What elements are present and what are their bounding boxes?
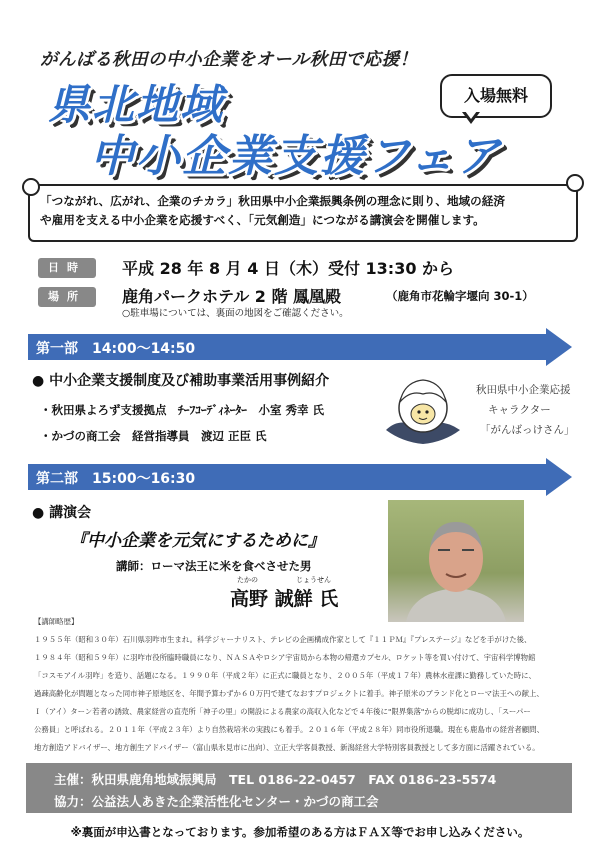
free-entry-label: 入場無料 [463, 86, 528, 105]
part1-arrow [546, 328, 572, 366]
place-label: 場所 [38, 287, 96, 307]
part2-band [28, 464, 548, 490]
place-address: （鹿角市花輪字堰向 30-1） [386, 289, 534, 303]
intro-line-2: や雇用を支える中小企業を応援すべく、「元気創造」につながる講演会を開催します。 [40, 213, 485, 227]
part1-band [28, 334, 548, 360]
bio-line: 過疎高齢化が問題となった同市神子原地区を、年間予算わずか６０万円で建てなおすプロジェクトに着手。神子原米のブランド化とローマ法王への献上、 [34, 689, 544, 698]
part2-topic: ● 講演会 [32, 505, 92, 521]
mascot-line-1: 秋田県中小企業応援 [476, 384, 571, 396]
bottom-note: ※裏面が申込書となっております。参加希望のある方はＦＡＸ等でお申し込みください。 [70, 825, 530, 839]
part1-speaker-1: ・秋田県よろず支援拠点 ﾁｰﾌｺｰﾃﾞｨﾈｰﾀｰ 小室 秀幸 氏 [40, 403, 325, 417]
mascot-illustration [382, 372, 464, 450]
mascot-eye-right [425, 410, 428, 413]
organizer-info: 主催：秋田県鹿角地域振興局 TEL 0186-22-0457 FAX 0186-23-5574 [54, 772, 497, 787]
parking-note: ○駐車場については、裏面の地図をご確認ください。 [122, 308, 349, 319]
bio-line: 「コスモアイル羽咋」を造り、話題になる。１９９０年（平成２年）に正式に職員となり、２００５年（平成１７年）農林水産課に勤務していた時に、 [34, 671, 536, 680]
title-line-2: 中小企業支援フェア [90, 131, 502, 182]
portrait-illustration [388, 500, 524, 622]
furigana-surname: たかの [237, 576, 258, 584]
scroll-curl-right [566, 174, 584, 192]
lecturer-photo [388, 500, 524, 622]
mascot-line-2: キャラクター [488, 404, 551, 416]
bio-heading: 【講師略歴】 [34, 617, 79, 626]
cooperation-info: 協力：公益法人あきた企業活性化センター・かづの商工会 [54, 794, 379, 809]
intro-line-1: 「つながれ、広がれ、企業のチカラ」秋田県中小企業振興条例の理念に則り、地域の経済 [40, 194, 505, 208]
bio-line: １９８４年（昭和５９年）に羽咋市役所臨時職員になり、ＮＡＳＡやロシア宇宙局から本物の帰還カプセル、ロケット等を買い付けて、宇宙科学博物館 [34, 653, 536, 662]
bio-line: Ｉ（アイ）ターン若者の誘致、農家経営の直売所「神子の里」の開設による農家の高収入化などで４年後に"限界集落"からの脱却に成功し、「スーパー [34, 707, 531, 716]
bio-line: 公務員」と呼ばれる。２０１１年（平成２３年）より自然栽培米の実践にも着手。２０１６年（平成２８年）同市役所退職。現在も鹿島市の経営者顧問、 [34, 725, 544, 734]
date-label: 日時 [38, 258, 96, 278]
lecturer-role: 講師：ローマ法王に米を食べさせた男 [116, 559, 312, 573]
part1-speaker-2: ・かづの商工会 経営指導員 渡辺 正臣 氏 [40, 429, 267, 443]
intro-box [28, 184, 578, 242]
part2-arrow [546, 458, 572, 496]
title-line-1: 県北地域 [48, 80, 225, 129]
lecture-title: 『中小企業を元気にするために』 [70, 531, 325, 551]
part1-topic: ● 中小企業支援制度及び補助事業活用事例紹介 [32, 373, 330, 389]
part2-header: 第二部 15:00～16:30 [36, 471, 196, 487]
portrait-shoulders [406, 588, 506, 622]
free-entry-badge [440, 74, 552, 118]
mascot-line-3: 「がんばっけさん」 [480, 424, 575, 436]
scroll-curl-left [22, 178, 40, 196]
place-value: 鹿角パークホテル 2 階 鳳凰殿 [122, 287, 342, 306]
badge-tail-fill [465, 111, 477, 119]
bio-line: １９５５年（昭和３０年）石川県羽咋市生まれ。科学ジャーナリスト、テレビの企画構成作家として『１１ＰＭ』『プレステージ』などを手がけた後、 [34, 635, 532, 644]
bio-line: 地方創造アドバイザー、地方創生アドバイザー（富山県氷見市に出向）、立正大学客員教授、新潟経営大学特別客員教授として多方面に活躍されている。 [34, 743, 540, 752]
furigana-given: じょうせん [296, 576, 331, 584]
lecturer-name: 高野 誠鮮 氏 [230, 588, 339, 610]
mascot-eye-left [417, 410, 420, 413]
date-value: 平成 28 年 8 月 4 日（木）受付 13:30 から [122, 259, 455, 278]
mascot-face [411, 404, 435, 424]
tagline: がんばる秋田の中小企業をオール秋田で応援！ [40, 50, 418, 70]
part1-header: 第一部 14:00～14:50 [36, 341, 196, 357]
